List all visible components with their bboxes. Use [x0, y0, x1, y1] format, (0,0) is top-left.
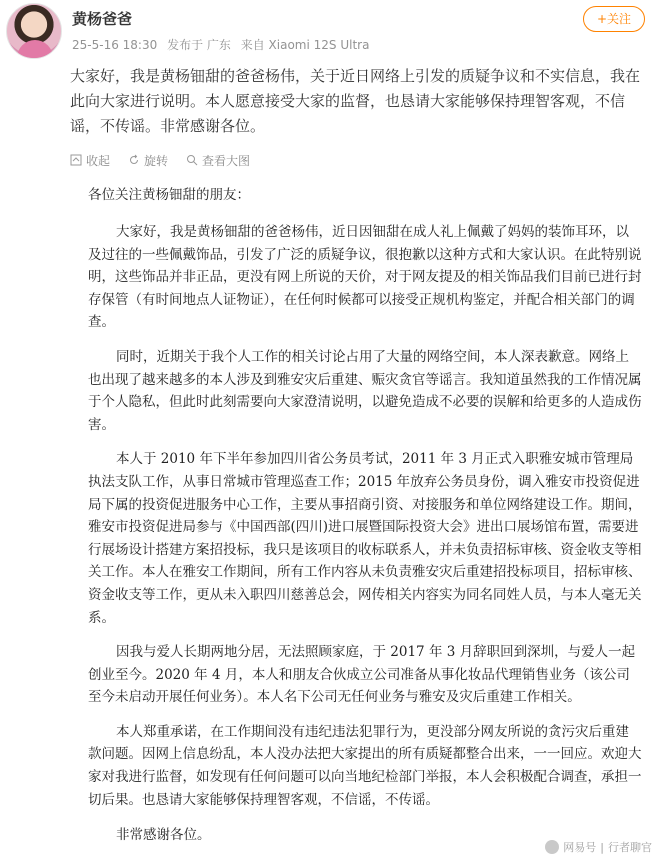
letter-paragraph: 本人于 2010 年下半年参加四川省公务员考试，2011 年 3 月正式入职雅安城市管理局执法支队工作，从事日常城市管理巡查工作；2015 年放弃公务员身份，调入雅安市投资促进局下属的投资促进服务中心工作，主要从事招商引资、对接服务和单位网络建设工作。期间，雅安市投资促进局参与《中国西部(四川)进口展暨国际投资大会》进出口展场馆布置，需要进行展场设计搭建方案招投标，我只是该项目的收标联系人，并未负责招标审核、资金收支等相关工作。本人在雅安工作期间，所有工作内容从未负责雅安灾后重建招投标项目，招标审核、资金收支等工作，更从未入职四川慈善总会，网传相关内容实为同名同姓人员，与本人毫无关系。 [88, 451, 642, 626]
watermark-logo-icon [545, 840, 559, 854]
view-large-label: 查看大图 [202, 153, 251, 168]
watermark [545, 839, 652, 855]
post-header [0, 0, 660, 62]
post-date: 25-5-16 18:30 [72, 38, 158, 52]
post-device: 来自 Xiaomi 12S Ultra [240, 38, 370, 52]
view-large-button[interactable] [186, 152, 250, 169]
letter-closing: 非常感谢各位。 [116, 827, 211, 844]
letter-paragraph: 大家好，我是黄杨钿甜的爸爸杨伟，近日因钿甜在成人礼上佩戴了妈妈的装饰耳环，以及过往的一些佩戴饰品，引发了广泛的质疑争议，很抱歉以这种方式和大家认识。在此特别说明，这些饰品并非正品，更没有网上所说的天价，对于网友提及的相关饰品我们目前已进行封存保管（有时间地点人证物证），在任何时候都可以接受正规机构鉴定，并配合相关部门的调查。 [88, 224, 642, 331]
letter-paragraph: 本人郑重承诺，在工作期间没有违纪违法犯罪行为，更没部分网友所说的贪污灾后重建款问题。因网上信息纷乱，本人没办法把大家提出的所有质疑都整合出来，一一回应。欢迎大家对我进行监督，如发现有任何问题可以向当地纪检部门举报，本人会积极配合调查，承担一切后果。也恳请大家能够保持理智客观，不信谣，不传谣。 [88, 723, 642, 808]
rotate-label: 旋转 [144, 153, 169, 168]
rotate-button[interactable] [128, 152, 168, 169]
collapse-button[interactable] [70, 152, 110, 169]
zoom-icon [186, 154, 198, 166]
avatar[interactable] [6, 3, 62, 59]
post-meta [72, 36, 375, 53]
letter-salutation: 各位关注黄杨钿甜的朋友： [88, 187, 250, 203]
watermark-separator: | [600, 840, 604, 854]
post-text: 大家好，我是黄杨钿甜的爸爸杨伟，关于近日网络上引发的质疑争议和不实信息，我在此向大家进行说明。本人愿意接受大家的监督，也恳请大家能够保持理智客观，不信谣，不传谣。非常感谢各位。 [70, 67, 641, 135]
letter-paragraph: 因我与爱人长期两地分居，无法照顾家庭，于 2017 年 3 月辞职回到深圳，与爱人一起创业至今。2020 年 4 月，本人和朋友合伙成立公司准备从事化妆品代理销售业务（该公司至今未启动开展任何业务）。本人名下公司无任何业务与雅安及灾后重建工作相关。 [88, 644, 636, 706]
rotate-icon [128, 154, 140, 166]
post-location: 发布于 广东 [167, 38, 231, 52]
letter-image[interactable] [88, 183, 642, 847]
watermark-account: 行者聊官 [608, 841, 652, 854]
collapse-label: 收起 [86, 153, 111, 168]
author-name[interactable]: 黄杨爸爸 [72, 10, 133, 28]
follow-button[interactable]: +关注 [583, 6, 645, 32]
letter-paragraph: 同时，近期关于我个人工作的相关讨论占用了大量的网络空间，本人深表歉意。网络上也出现了越来越多的本人涉及到雅安灾后重建、赈灾贪官等谣言。我知道虽然我的工作情况属于个人隐私，但此时此刻需要向大家澄清说明，以避免造成不必要的误解和给更多的人造成伤害。 [88, 348, 642, 433]
image-actions [70, 150, 268, 170]
watermark-brand: 网易号 [563, 841, 597, 854]
collapse-icon [70, 154, 82, 166]
